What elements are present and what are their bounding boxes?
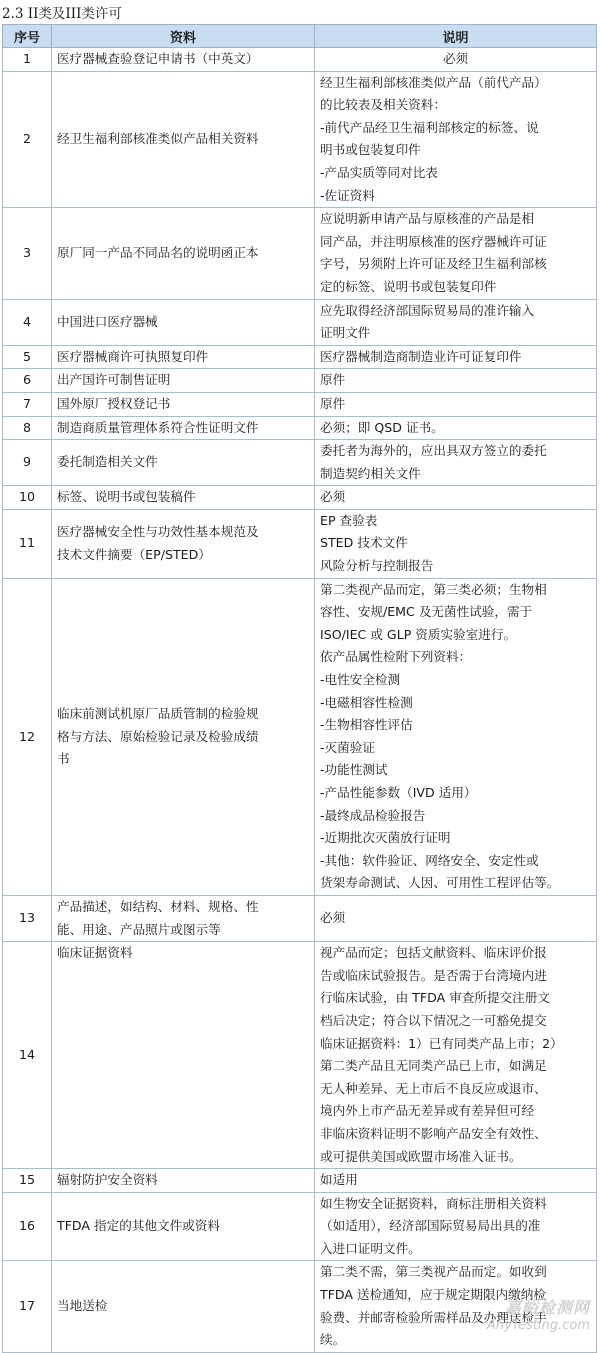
row-description bbox=[315, 48, 597, 72]
table-row bbox=[3, 509, 597, 578]
description-line: 入进口证明文件。 bbox=[320, 1240, 421, 1256]
row-number: 7 bbox=[3, 392, 52, 416]
row-number: 6 bbox=[3, 369, 52, 393]
header-description: 说明 bbox=[315, 25, 597, 48]
description-line: 临床证据资料：1）已有同类产品上市；2） bbox=[320, 1035, 563, 1051]
description-line: -前代产品经卫生福利部核定的标签、说 bbox=[320, 119, 539, 135]
table-row bbox=[3, 208, 597, 299]
description-line: 应说明新申请产品与原核准的产品是相 bbox=[320, 211, 535, 227]
row-item: 当地送检 bbox=[52, 1261, 315, 1352]
description-line: -近期批次灭菌放行证明 bbox=[320, 830, 451, 846]
row-number: 5 bbox=[3, 345, 52, 369]
table-row bbox=[3, 942, 597, 1169]
table-row bbox=[3, 299, 597, 345]
description-line: 原件 bbox=[320, 372, 346, 388]
description-line: 验费、并邮寄检验所需样品及办理送检手 bbox=[320, 1309, 547, 1325]
description-line: -电磁相容性检测 bbox=[320, 694, 413, 710]
description-line: 续。 bbox=[320, 1332, 346, 1348]
row-description bbox=[315, 1169, 597, 1193]
row-description bbox=[315, 1192, 597, 1261]
description-line: 经卫生福利部核准类似产品（前代产品） bbox=[320, 74, 547, 90]
description-line: 境内外上市产品无差异或有差异但可经 bbox=[320, 1103, 535, 1119]
row-item: 标签、说明书或包装稿件 bbox=[52, 486, 315, 510]
row-item-line: 技术文件摘要（EP/STED） bbox=[57, 546, 211, 562]
row-number: 15 bbox=[3, 1169, 52, 1193]
table-row bbox=[3, 392, 597, 416]
row-item: 临床证据资料 bbox=[52, 942, 315, 1169]
description-line: 定的标签、说明书或包装复印件 bbox=[320, 278, 497, 294]
row-description bbox=[315, 369, 597, 393]
row-description bbox=[315, 486, 597, 510]
description-line: 告或临床试验报告。是否需于台湾境内进 bbox=[320, 967, 547, 983]
row-number: 10 bbox=[3, 486, 52, 510]
table-row bbox=[3, 440, 597, 486]
row-description bbox=[315, 440, 597, 486]
header-number: 序号 bbox=[3, 25, 52, 48]
watermark-en: AnyTesting.com bbox=[486, 1318, 590, 1333]
description-line: -产品实质等同对比表 bbox=[320, 164, 438, 180]
row-number: 11 bbox=[3, 509, 52, 578]
description-line: 应先取得经济部国际贸易局的准许输入 bbox=[320, 302, 535, 318]
description-line: 非临床资料证明不影响产品安全有效性、 bbox=[320, 1125, 547, 1141]
row-number: 8 bbox=[3, 416, 52, 440]
row-number: 1 bbox=[3, 48, 52, 72]
table-row bbox=[3, 578, 597, 895]
row-description bbox=[315, 71, 597, 208]
description-line: 无人种差异、无上市后不良反应或退市、 bbox=[320, 1080, 547, 1096]
description-line: 依产品属性检附下列资料： bbox=[320, 649, 472, 665]
row-number: 4 bbox=[3, 299, 52, 345]
row-description bbox=[315, 345, 597, 369]
row-item-line: 能、用途、产品照片或图示等 bbox=[57, 921, 221, 937]
row-item-line: 产品描述，如结构、材料、规格、性 bbox=[57, 898, 259, 914]
description-line: 如适用 bbox=[320, 1172, 358, 1188]
table-row bbox=[3, 416, 597, 440]
row-item: 制造商质量管理体系符合性证明文件 bbox=[52, 416, 315, 440]
description-line: -其他：软件验证、网络安全、安定性或 bbox=[320, 852, 539, 868]
description-line: 如生物安全证据资料，商标注册相关资料 bbox=[320, 1195, 547, 1211]
row-description bbox=[315, 509, 597, 578]
description-line: 制造契约相关文件 bbox=[320, 465, 421, 481]
table-row bbox=[3, 895, 597, 941]
description-line: 第二类产品且无同类产品已上市，如满足 bbox=[320, 1058, 547, 1074]
requirements-table bbox=[2, 24, 597, 1353]
description-line: 必须 bbox=[442, 51, 469, 66]
row-item: 委托制造相关文件 bbox=[52, 440, 315, 486]
description-line: 风险分析与控制报告 bbox=[320, 558, 434, 574]
description-line: STED 技术文件 bbox=[320, 535, 408, 551]
description-line: 第二类视产品而定，第三类必须；生物相 bbox=[320, 581, 547, 597]
row-description bbox=[315, 416, 597, 440]
description-line: 明书或包装复印件 bbox=[320, 142, 421, 158]
description-line: 字号，另须附上许可证及经卫生福利部核 bbox=[320, 256, 547, 272]
row-number: 17 bbox=[3, 1261, 52, 1352]
row-description bbox=[315, 895, 597, 941]
header-item: 资料 bbox=[52, 25, 315, 48]
row-item-line: 医疗器械安全性与功效性基本规范及 bbox=[57, 524, 259, 540]
row-item: 经卫生福利部核准类似产品相关资料 bbox=[52, 71, 315, 208]
description-line: 或可提供美国或欧盟市场准入证书。 bbox=[320, 1148, 522, 1164]
table-row bbox=[3, 48, 597, 72]
row-description bbox=[315, 942, 597, 1169]
row-description bbox=[315, 299, 597, 345]
description-line: ISO/IEC 或 GLP 资质实验室进行。 bbox=[320, 626, 517, 642]
description-line: 证明文件 bbox=[320, 325, 371, 341]
table-row bbox=[3, 369, 597, 393]
description-line: 货架寿命测试、人因、可用性工程评估等。 bbox=[320, 875, 560, 891]
row-number: 14 bbox=[3, 942, 52, 1169]
description-line: -功能性测试 bbox=[320, 762, 388, 778]
description-line: -最终成品检验报告 bbox=[320, 807, 426, 823]
section-heading: 2.3 II类及III类许可 bbox=[2, 6, 122, 22]
row-item bbox=[52, 578, 315, 895]
row-item: 出产国许可制售证明 bbox=[52, 369, 315, 393]
description-line: 委托者为海外的，应出具双方签立的委托 bbox=[320, 443, 547, 459]
row-item: 医疗器械查验登记申请书（中英文） bbox=[52, 48, 315, 72]
row-item bbox=[52, 509, 315, 578]
description-line: -灭菌验证 bbox=[320, 739, 375, 755]
description-line: -产品性能参数（IVD 适用） bbox=[320, 785, 477, 800]
watermark bbox=[487, 1295, 590, 1333]
description-line: 必须；即 QSD 证书。 bbox=[320, 419, 444, 435]
description-line: 同产品，并注明原核准的医疗器械许可证 bbox=[320, 233, 547, 249]
description-line: 视产品而定；包括文献资料、临床评价报 bbox=[320, 945, 547, 961]
table-row bbox=[3, 1192, 597, 1261]
row-item bbox=[52, 895, 315, 941]
table-header-row bbox=[3, 25, 597, 48]
description-line: -佐证资料 bbox=[320, 187, 375, 203]
description-line: 必须 bbox=[320, 489, 346, 505]
watermark-cn: 嘉峪检测网 bbox=[504, 1298, 590, 1317]
description-line: 档后决定；符合以下情况之一可豁免提交 bbox=[320, 1012, 547, 1028]
row-item-line: 格与方法、原始检验记录及检验成绩 bbox=[57, 728, 259, 744]
row-item: 国外原厂授权登记书 bbox=[52, 392, 315, 416]
description-line: 第二类不需，第三类视产品而定。如收到 bbox=[320, 1264, 547, 1280]
table-row bbox=[3, 71, 597, 208]
row-description bbox=[315, 392, 597, 416]
description-line: 的比较表及相关资料： bbox=[320, 97, 446, 113]
table-row bbox=[3, 345, 597, 369]
description-line: （如适用），经济部国际贸易局出具的准 bbox=[320, 1218, 541, 1234]
description-line: 原件 bbox=[320, 395, 346, 411]
row-item: 中国进口医疗器械 bbox=[52, 299, 315, 345]
row-number: 2 bbox=[3, 71, 52, 208]
description-line: 必须 bbox=[320, 910, 346, 926]
row-item-line: 临床前测试机原厂品质管制的检验规 bbox=[57, 705, 259, 721]
row-number: 13 bbox=[3, 895, 52, 941]
row-item: 医疗器械商许可执照复印件 bbox=[52, 345, 315, 369]
row-description bbox=[315, 208, 597, 299]
row-item: TFDA 指定的其他文件或资料 bbox=[52, 1192, 315, 1261]
row-description bbox=[315, 578, 597, 895]
description-line: EP 查验表 bbox=[320, 512, 378, 528]
row-number: 12 bbox=[3, 578, 52, 895]
description-line: TFDA 送检通知，应于规定期限内缴纳检 bbox=[320, 1287, 546, 1303]
row-item: 辐射防护安全资料 bbox=[52, 1169, 315, 1193]
description-line: 医疗器械制造商制造业许可证复印件 bbox=[320, 348, 522, 364]
table-row bbox=[3, 1169, 597, 1193]
row-number: 16 bbox=[3, 1192, 52, 1261]
description-line: -生物相容性评估 bbox=[320, 717, 413, 733]
row-number: 9 bbox=[3, 440, 52, 486]
table-row bbox=[3, 486, 597, 510]
description-line: 容性、安规/EMC 及无菌性试验，需于 bbox=[320, 604, 533, 620]
row-item: 原厂同一产品不同品名的说明函正本 bbox=[52, 208, 315, 299]
row-number: 3 bbox=[3, 208, 52, 299]
description-line: 行临床试验，由 TFDA 审查所提交注册文 bbox=[320, 990, 550, 1006]
row-item-line: 书 bbox=[57, 751, 70, 767]
description-line: -电性安全检测 bbox=[320, 672, 401, 688]
